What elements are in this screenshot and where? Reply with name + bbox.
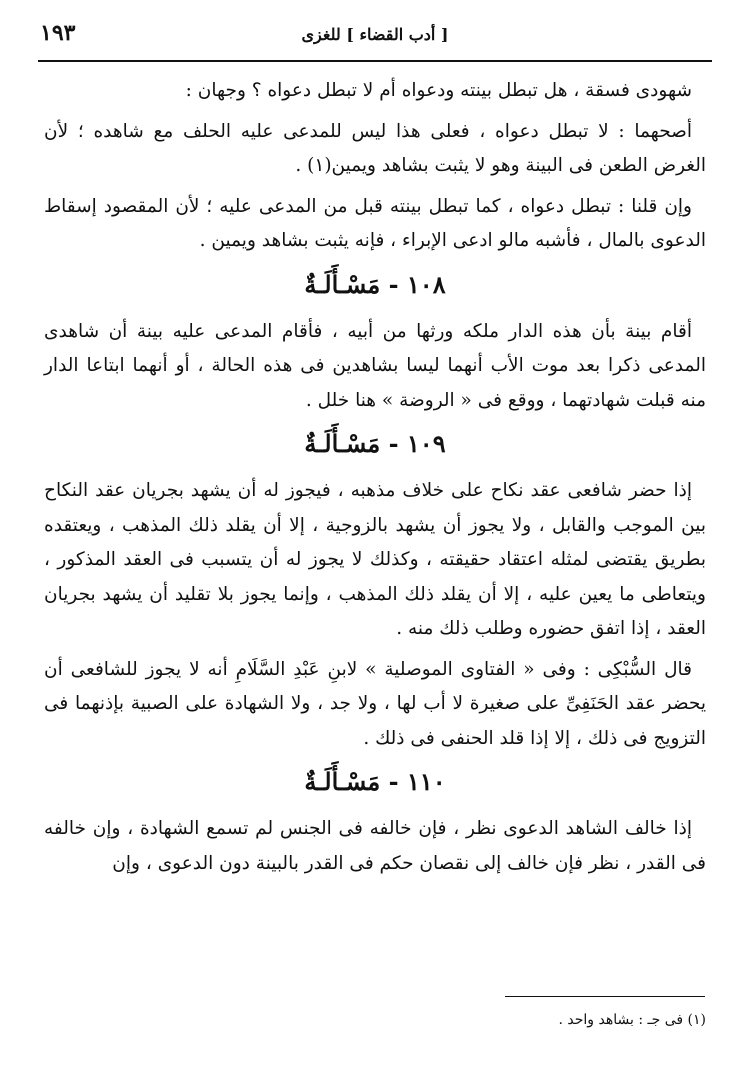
running-title: [ أدب القضاء ] للغزى <box>301 24 449 44</box>
page-header <box>40 14 710 54</box>
paragraph: إذا حضر شافعى عقد نكاح على خلاف مذهبه ، فيجوز له أن يشهد بجريان عقد النكاح بين الموجب والقابل ، ولا يجوز أن يشهد بالزوجية ، إلا أن يقلد ذلك المذهب ، ويعتقده بطريق يقتضى لمثله اعتقاد حقيقته ، وكذلك لا يجوز له أن يتسبب فى العقد المذكور ، ويتعاطى ما يعين عليه ، إلا أن يقلد ذلك المذهب ، وإنما يجوز بلا تقليد أن يشهد بجريان العقد ، إذا اتفق حضوره وطلب ذلك منه . <box>44 480 706 639</box>
page-body <box>44 74 706 887</box>
paragraph: قال السُّبْكِى : وفى « الفتاوى الموصلية » لابنِ عَبْدِ السَّلَامِ أنه لا يجوز للشافعى أن يحضر عقد الحَنَفِىِّ على صغيرة لا أب لها ، ولا جد ، ولا الشهادة على الصبية بإذنهما فى التزويج فى ذلك ، إلا إذا قلد الحنفى فى ذلك . <box>44 658 706 749</box>
paragraph: وإن قلنا : تبطل دعواه ، كما تبطل بينته قبل من المدعى عليه ؛ لأن المقصود إسقاط الدعوى بالمال ، فأشبه مالو ادعى الإبراء ، فإنه يثبت بشاهد ويمين . <box>44 195 706 251</box>
header-rule <box>38 60 712 62</box>
issue-heading: ١٠٨ - مَسْـأَلَـةٌ <box>304 269 446 299</box>
page-number: ١٩٣ <box>40 20 76 46</box>
paragraph: أقام بينة بأن هذه الدار ملكه ورثها من أبيه ، فأقام المدعى عليه بينة أن شاهدى المدعى ذكرا بعد موت الأب أنهما ليسا بشاهدين فى هذه الحالة ، أو أنهما ابتاعا الدار منه قبلت شهادتهما ، ووقع فى « الروضة » هنا خلل . <box>44 320 706 411</box>
issue-heading: ١١٠ - مَسْـأَلَـةٌ <box>304 767 446 796</box>
paragraph: شهودى فسقة ، هل تبطل بينته ودعواه أم لا تبطل دعواه ؟ وجهان : <box>185 80 692 101</box>
issue-heading: ١٠٩ - مَسْـأَلَـةٌ <box>304 429 446 458</box>
footnote-rule <box>505 996 705 997</box>
paragraph: إذا خالف الشاهد الدعوى نظر ، فإن خالفه فى الجنس لم تسمع الشهادة ، وإن خالفه فى القدر ، نظر فإن خالف إلى نقصان حكم فى القدر بالبينة دون الدعوى ، وإن <box>44 818 706 874</box>
footnote: (١) فى جـ : بشاهد واحد . <box>558 1012 706 1028</box>
paragraph: أصحهما : لا تبطل دعواه ، فعلى هذا ليس للمدعى عليه الحلف مع شاهده ؛ لأن الغرض الطعن فى البينة وهو لا يثبت بشاهد ويمين(١) . <box>44 120 706 176</box>
